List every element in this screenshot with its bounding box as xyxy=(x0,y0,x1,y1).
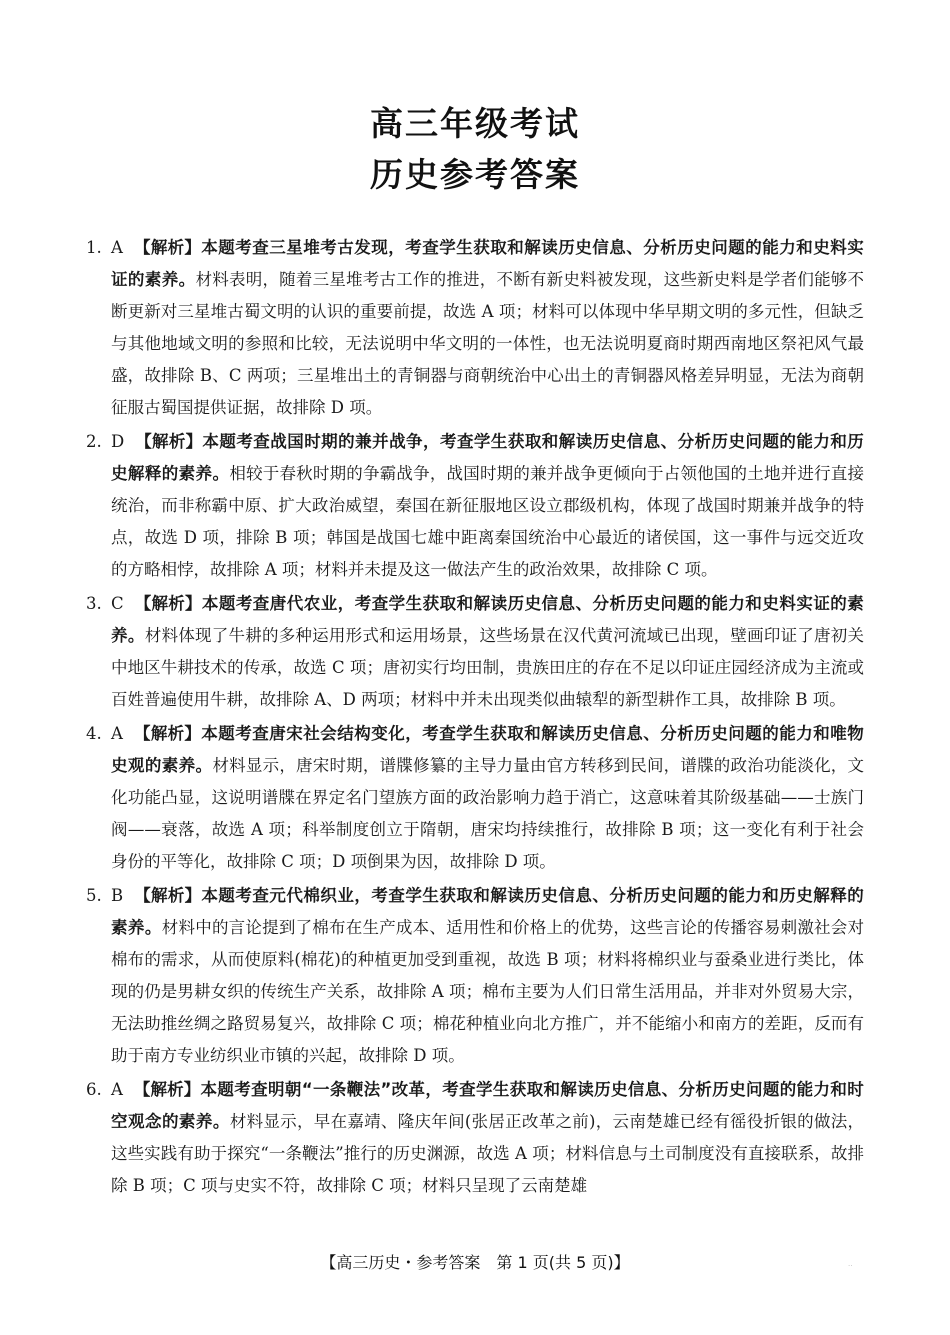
answer-item-6 xyxy=(86,1074,864,1202)
answer-key: B xyxy=(111,886,124,905)
answer-key: D xyxy=(111,432,125,451)
analysis-lead: 本题考查三星堆考古发现，考查学生获取和解读历史信息、分析历史问题的能力和史料实证的素养。 xyxy=(111,238,864,289)
answer-list xyxy=(86,232,864,1202)
answer-key: A xyxy=(111,724,123,743)
analysis-body: 材料显示，唐宋时期，谱牒修纂的主导力量由官方转移到民间，谱牒的政治功能淡化，文化功能凸显，这说明谱牒在界定名门望族方面的政治影响力趋于消亡，这意味着其阶级基础——士族门阀——衰落，故选 A 项；科举制度创立于隋朝，唐宋均持续推行，故排除 B 项；这一变化有利于社会身份的平等化，故排除 C 项；D 项倒果为因，故排除 D 项。 xyxy=(111,756,864,871)
answer-key: C xyxy=(111,594,124,613)
exam-title: 高三年级考试 xyxy=(370,104,580,143)
analysis-body: 材料显示，早在嘉靖、隆庆年间(张居正改革之前)，云南楚雄已经有徭役折银的做法，这些实践有助于探究“一条鞭法”推行的历史渊源，故选 A 项；材料信息与土司制度没有直接联系，故排除 B 项；C 项与史实不符，故排除 C 项；材料只呈现了云南楚雄 xyxy=(111,1112,865,1195)
analysis-lead: 本题考查唐代农业，考查学生获取和解读历史信息、分析历史问题的能力和史料实证的素养。 xyxy=(111,594,864,645)
analysis-tag: 【解析】 xyxy=(135,432,203,451)
answer-number: 2. xyxy=(86,432,102,451)
scan-mark: ·· xyxy=(848,1262,853,1270)
analysis-tag: 【解析】 xyxy=(134,594,202,613)
page-footer: 【高三历史・参考答案 第 1 页(共 5 页)】 xyxy=(320,1253,630,1272)
analysis-body: 材料表明，随着三星堆考古工作的推进，不断有新史料被发现，这些新史料是学者们能够不断更新对三星堆古蜀文明的认识的重要前提，故选 A 项；材料可以体现中华早期文明的多元性，但缺乏与其他地域文明的参照和比较，无法说明中华文明的一体性，也无法说明夏商时期西南地区祭祀风气最盛，故排除 B、C 两项；三星堆出土的青铜器与商朝统治中心出土的青铜器风格差异明显，无法为商朝征服古蜀国提供证据，故排除 D 项。 xyxy=(111,270,865,417)
analysis-tag: 【解析】 xyxy=(133,1080,201,1099)
answer-item-2 xyxy=(86,426,864,586)
answer-number: 5. xyxy=(86,886,102,905)
analysis-lead: 本题考查唐宋社会结构变化，考查学生获取和解读历史信息、分析历史问题的能力和唯物史观的素养。 xyxy=(111,724,864,775)
answer-item-1 xyxy=(86,232,864,424)
answer-number: 1. xyxy=(86,238,102,257)
analysis-tag: 【解析】 xyxy=(134,724,202,743)
analysis-lead: 本题考查战国时期的兼并战争，考查学生获取和解读历史信息、分析历史问题的能力和历史解释的素养。 xyxy=(111,432,864,483)
analysis-lead: 本题考查元代棉织业，考查学生获取和解读历史信息、分析历史问题的能力和历史解释的素养。 xyxy=(111,886,864,937)
answer-item-4 xyxy=(86,718,864,878)
answer-item-3 xyxy=(86,588,864,716)
analysis-tag: 【解析】 xyxy=(134,238,202,257)
analysis-body: 材料体现了牛耕的多种运用形式和运用场景，这些场景在汉代黄河流域已出现，壁画印证了唐初关中地区牛耕技术的传承，故选 C 项；唐初实行均田制，贵族田庄的存在不足以印证庄园经济成为主流或百姓普遍使用牛耕，故排除 A、D 两项；材料中并未出现类似曲辕犁的新型耕作工具，故排除 B 项。 xyxy=(111,626,864,709)
answer-key: A xyxy=(111,238,123,257)
answer-number: 4. xyxy=(86,724,102,743)
analysis-tag: 【解析】 xyxy=(134,886,202,905)
analysis-body: 材料中的言论提到了棉布在生产成本、适用性和价格上的优势，这些言论的传播容易刺激社会对棉布的需求，从而使原料(棉花)的种植更加受到重视，故选 B 项；材料将棉织业与蚕桑业进行类比，体现的仍是男耕女织的传统生产关系，故排除 A 项；棉布主要为人们日常生活用品，并非对外贸易大宗，无法助推丝绸之路贸易复兴，故排除 C 项；棉花种植业向北方推广，并不能缩小和南方的差距，反而有助于南方专业纺织业市镇的兴起，故排除 D 项。 xyxy=(111,918,864,1065)
answer-key: A xyxy=(111,1080,123,1099)
analysis-lead: 本题考查明朝“一条鞭法”改革，考查学生获取和解读历史信息、分析历史问题的能力和时空观念的素养。 xyxy=(111,1080,864,1131)
answer-number: 6. xyxy=(86,1080,102,1099)
document-subtitle: 历史参考答案 xyxy=(370,155,580,194)
answer-number: 3. xyxy=(86,594,102,613)
answer-item-5 xyxy=(86,880,864,1072)
analysis-body: 相较于春秋时期的争霸战争，战国时期的兼并战争更倾向于占领他国的土地并进行直接统治，而非称霸中原、扩大政治威望，秦国在新征服地区设立郡级机构，体现了战国时期兼并战争的特点，故选 D 项，排除 B 项；韩国是战国七雄中距离秦国统治中心最近的诸侯国，这一事件与远交近攻的方略相悖，故排除 A 项；材料并未提及这一做法产生的政治效果，故排除 C 项。 xyxy=(111,464,865,579)
